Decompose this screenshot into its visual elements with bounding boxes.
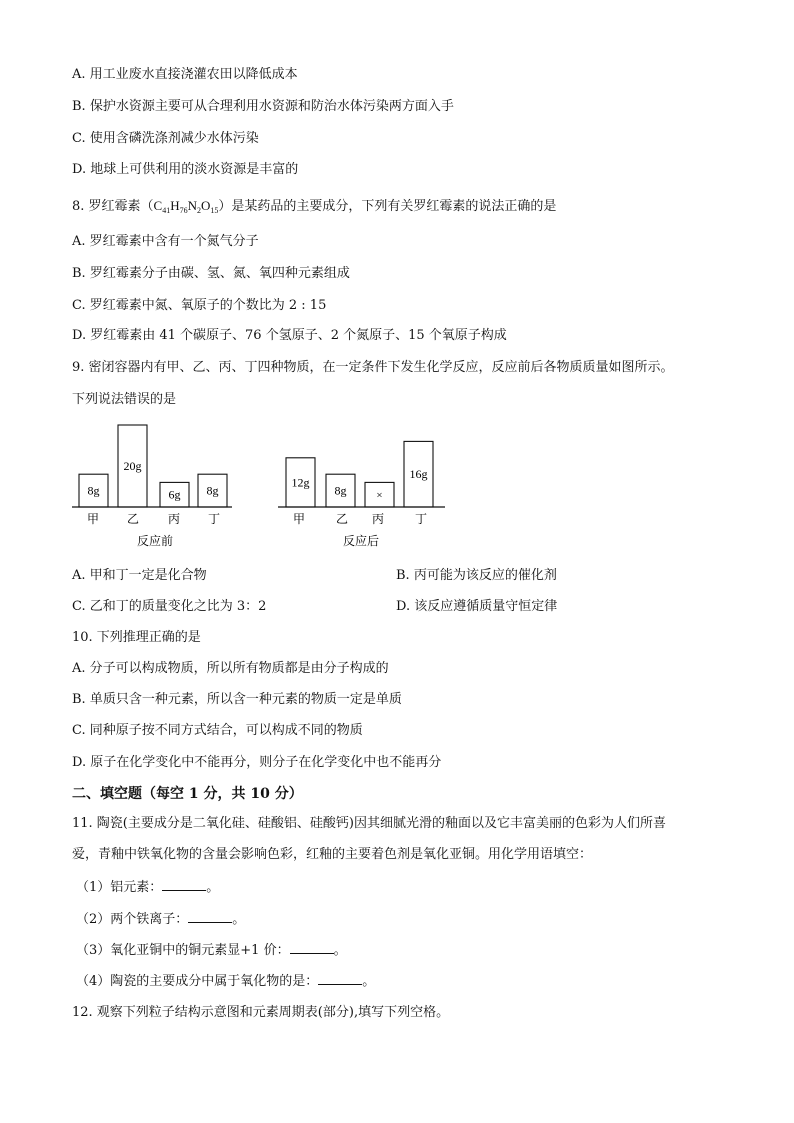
q10-option-c: C. 同种原子按不同方式结合，可以构成不同的物质	[72, 723, 363, 738]
q10-option-a: A. 分子可以构成物质，所以所有物质都是由分子构成的	[72, 661, 389, 676]
q10-stem: 10. 下列推理正确的是	[72, 630, 201, 645]
chart-after-data-label-3: 16g	[409, 467, 428, 482]
formula-sub-o: 15	[210, 206, 219, 215]
q7-option-b: B. 保护水资源主要可从合理利用水资源和防治水体污染两方面入手	[72, 99, 454, 114]
formula-element-o: O	[201, 198, 211, 213]
q8-option-b: B. 罗红霉素分子由碳、氢、氮、氧四种元素组成	[72, 266, 350, 281]
chart-before-title: 反应前	[136, 534, 174, 548]
chart-after-category-1: 乙	[335, 512, 349, 526]
q8-stem-pre: 8. 罗红霉素（	[72, 199, 154, 214]
chart-after-title: 反应后	[342, 534, 380, 548]
q11-part4-end: 。	[362, 974, 376, 989]
chart-after-data-label-0: 12g	[291, 475, 310, 490]
q11-part3	[76, 941, 347, 960]
q11-part4-answer-blank[interactable]	[318, 972, 362, 985]
formula-element-h: H	[170, 198, 180, 213]
chart-after-data-label-2: ×	[376, 489, 383, 502]
q7-option-d: D. 地球上可供利用的淡水资源是丰富的	[72, 162, 299, 177]
chart-before-data-label-3: 8g	[206, 483, 219, 498]
chart-after-data-label-1: 8g	[334, 483, 347, 498]
q11-part3-end: 。	[333, 943, 347, 958]
q9-stem-line2: 下列说法错误的是	[72, 392, 177, 407]
chart-after-category-0: 甲	[292, 512, 306, 526]
chart-after-category-2: 丙	[371, 512, 385, 526]
q9-option-b: B. 丙可能为该反应的催化剂	[396, 568, 557, 583]
q7-option-c: C. 使用含磷洗涤剂减少水体污染	[72, 131, 259, 146]
q9-option-d: D. 该反应遵循质量守恒定律	[396, 599, 558, 614]
formula-sub-h: 76	[179, 206, 188, 215]
formula-sub-c: 41	[162, 206, 171, 215]
q11-part2-answer-blank[interactable]	[188, 910, 232, 923]
q11-part2	[76, 910, 245, 929]
q11-stem-line1: 11. 陶瓷(主要成分是二氧化硅、硅酸铝、硅酸钙)因其细腻光滑的釉面以及它丰富美丽的色彩为人们所喜	[72, 816, 666, 831]
chart-before-data-label-0: 8g	[87, 483, 100, 498]
q10-option-b: B. 单质只含一种元素，所以含一种元素的物质一定是单质	[72, 692, 402, 707]
q8-option-c: C. 罗红霉素中氮、氧原子的个数比为 2 : 15	[72, 298, 327, 313]
q8-option-d: D. 罗红霉素由 41 个碳原子、76 个氢原子、2 个氮原子、15 个氧原子构成	[72, 328, 507, 343]
q11-stem-line2: 爱，青釉中铁氧化物的含量会影响色彩，红釉的主要着色剂是氧化亚铜。用化学用语填空：	[72, 847, 593, 862]
q9-mass-bar-charts	[0, 0, 794, 560]
q11-part2-end: 。	[232, 912, 246, 927]
q8-option-a: A. 罗红霉素中含有一个氮气分子	[72, 234, 259, 249]
chart-after-category-3: 丁	[414, 512, 428, 526]
chart-before-category-3: 丁	[207, 512, 221, 526]
q10-option-d: D. 原子在化学变化中不能再分，则分子在化学变化中也不能再分	[72, 755, 442, 770]
q7-option-a: A. 用工业废水直接浇灌农田以降低成本	[72, 67, 298, 82]
q11-part3-answer-blank[interactable]	[290, 941, 334, 954]
formula-sub-n: 2	[197, 206, 201, 215]
q11-part4-label: （4）陶瓷的主要成分中属于氧化物的是：	[76, 974, 319, 989]
q11-part3-label: （3）氧化亚铜中的铜元素显+1 价：	[76, 943, 290, 958]
chart-before-data-label-2: 6g	[168, 487, 181, 502]
q11-part1-end: 。	[206, 880, 220, 895]
section-2-heading: 二、填空题（每空 1 分，共 10 分）	[72, 786, 303, 802]
q9-option-c: C. 乙和丁的质量变化之比为 3：2	[72, 599, 267, 614]
q12-stem: 12. 观察下列粒子结构示意图和元素周期表(部分),填写下列空格。	[72, 1005, 450, 1020]
chart-before-category-2: 丙	[167, 512, 181, 526]
q8-stem-post: ）是某药品的主要成分，下列有关罗红霉素的说法正确的是	[218, 199, 557, 214]
formula-element-c: C	[153, 198, 163, 213]
q11-part4	[76, 972, 375, 991]
q9-stem-line1: 9. 密闭容器内有甲、乙、丙、丁四种物质，在一定条件下发生化学反应，反应前后各物质质量如图所示。	[72, 360, 674, 375]
q11-part2-label: （2）两个铁离子：	[76, 912, 189, 927]
chart-before-category-0: 甲	[86, 512, 100, 526]
q11-part1-answer-blank[interactable]	[162, 878, 206, 891]
q11-part1-label: （1）铝元素：	[76, 880, 163, 895]
q11-part1	[76, 878, 219, 897]
chart-before-category-1: 乙	[126, 512, 140, 526]
q9-option-a: A. 甲和丁一定是化合物	[72, 568, 207, 583]
chart-before-data-label-1: 20g	[123, 459, 142, 473]
formula-element-n: N	[187, 198, 197, 213]
